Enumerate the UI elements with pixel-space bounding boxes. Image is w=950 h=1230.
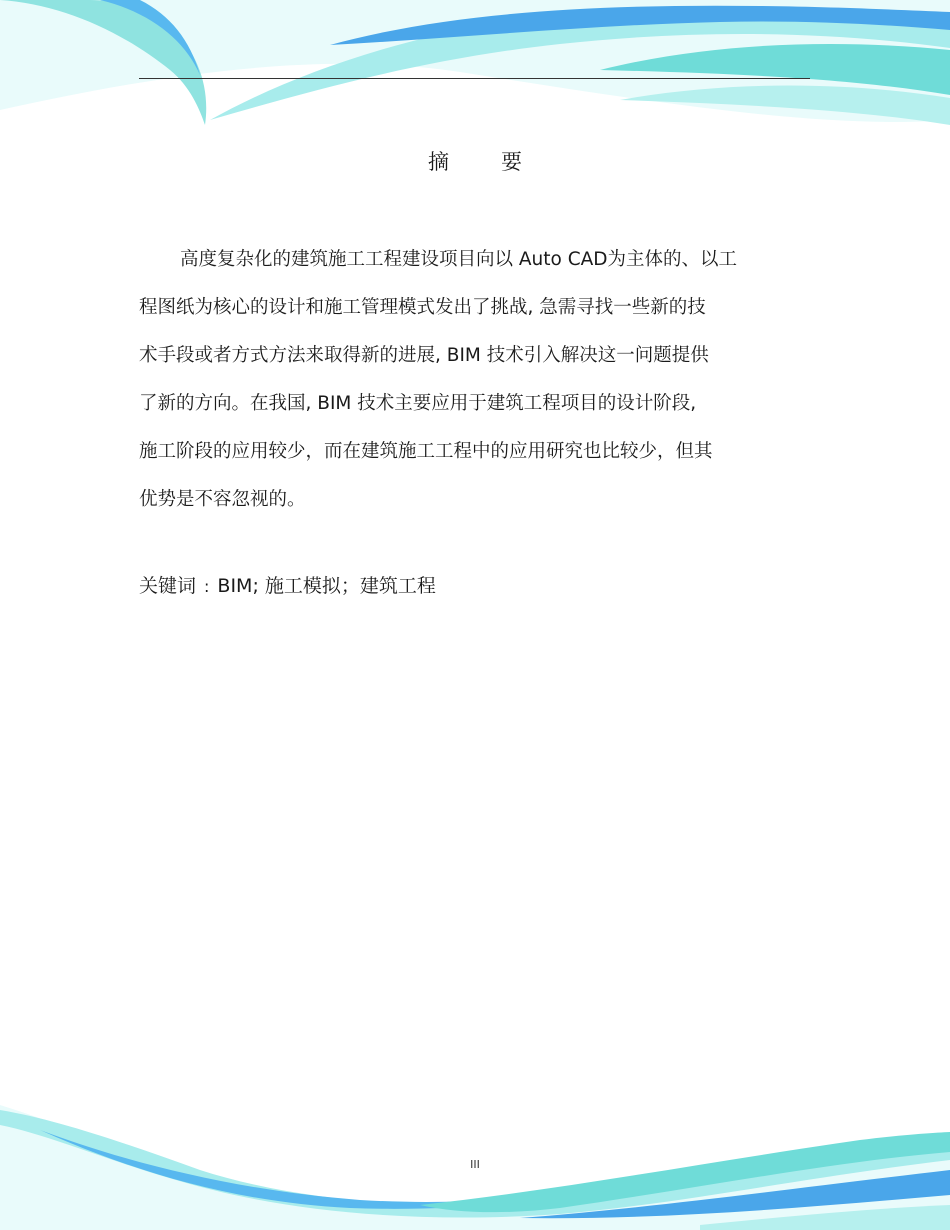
- header-rule: [139, 78, 810, 79]
- abstract-line: 施工阶段的应用较少，而在建筑施工工程中的应用研究也比较少，但其: [139, 441, 713, 462]
- abstract-line: 高度复杂化的建筑施工工程建设项目向以 Auto CAD为主体的、以工: [180, 249, 738, 270]
- keywords-label: 关键词: [139, 575, 197, 597]
- abstract-paragraph: [139, 240, 811, 528]
- abstract-line: 程图纸为核心的设计和施工管理模式发出了挑战, 急需寻找一些新的技: [139, 297, 706, 318]
- keywords-line: [139, 568, 436, 605]
- page-title: [0, 146, 950, 176]
- title-char-1: 摘: [428, 150, 449, 174]
- title-char-2: 要: [501, 150, 522, 174]
- abstract-line: 了新的方向。在我国, BIM 技术主要应用于建筑工程项目的设计阶段,: [139, 393, 697, 414]
- page-number: III: [470, 1158, 480, 1171]
- keywords-separator: :: [204, 577, 210, 596]
- abstract-line: 术手段或者方式方法来取得新的进展, BIM 技术引入解决这一问题提供: [139, 345, 709, 366]
- abstract-line: 优势是不容忽视的。: [139, 489, 306, 510]
- keywords-value: BIM; 施工模拟；建筑工程: [217, 575, 436, 597]
- header-wave-decoration: [0, 0, 950, 140]
